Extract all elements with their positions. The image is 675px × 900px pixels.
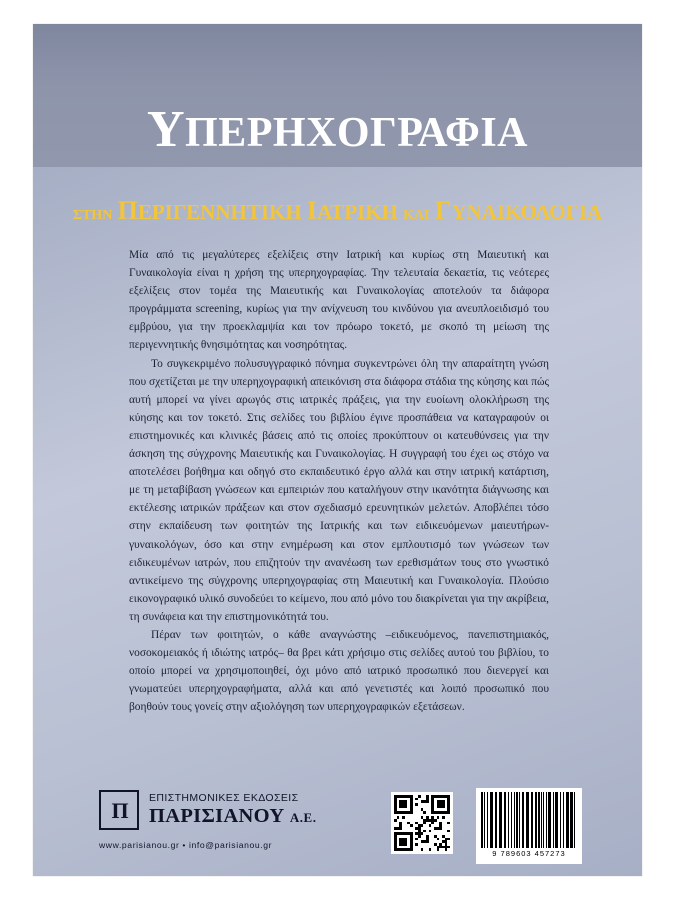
publisher-monogram-letter: Π [111, 798, 129, 823]
book-cover [33, 24, 642, 876]
subtitle-perigennitiki-rest: ΕΡΙΓΕΝΝΗΤΙΚΗ [137, 200, 302, 224]
publisher-logo [99, 790, 399, 860]
barcode-bars-icon [481, 792, 577, 848]
barcode-number: 9 789603 457273 [492, 849, 566, 858]
publisher-name-suffix: Α.Ε. [289, 810, 317, 825]
isbn-barcode [476, 788, 582, 864]
book-title [33, 101, 642, 158]
publisher-name [149, 805, 316, 828]
book-title-rest: ΠΕΡΗΧΟΓΡΑΦΙΑ [185, 110, 529, 156]
subtitle-gynaikologia-rest: ΥΝΑΙΚΟΛΟΓΙΑ [451, 200, 603, 224]
blurb-paragraph: Μία από τις μεγαλύτερες εξελίξεις στην Ιατρική και κυρίως στη Μαιευτική και Γυναικολογία είναι η χρήση της υπερηχογραφίας. Την τελευταία δεκαετία, τις νεότερες εξελίξεις στον τομέα της Μαιευτικής και Γυναικολογίας αποτελούν τα διάφορα προγράμματα screening, κυρίως για την ανίχνευση του κινδύνου για ανευπλοειδισμό του εμβρύου, για την προεκλαμψία και τον πρόωρο τοκετό, με σκοπό τη μείωση της περιγεννητικής θνησιμότητας και νοσηρότητας. [129, 249, 549, 352]
publisher-tagline: ΕΠΙΣΤΗΜΟΝΙΚΕΣ ΕΚΔΟΣΕΙΣ [149, 792, 299, 804]
publisher-monogram-frame-icon [99, 790, 139, 830]
publisher-name-text: ΠΑΡΙΣΙΑΝΟΥ [149, 805, 285, 827]
subtitle-word-kai: ΚΑΙ [403, 208, 430, 223]
subtitle-iatriki-rest: ΑΤΡΙΚΗ [317, 200, 398, 224]
blurb-paragraph: Το συγκεκριμένο πολυσυγγραφικό πόνημα συγκεντρώνει όλη την απαραίτητη γνώση που σχετίζεται με την υπερηχογραφική απεικόνιση στα διάφορα στάδια της κύησης και πώς αυτή μπορεί να γίνει αρωγός στις ιατρικές πράξεις, για την ευοίωνη ολοκλήρωση της κύησης και τον τοκετό. Στις σελίδες του βιβλίου έγινε προσπάθεια να καταγραφούν οι επιστημονικές και κλινικές βάσεις από τις οποίες προκύπτουν οι κατευθύνσεις για την άσκηση της σύγχρονης Μαιευτικής και Γυναικολογίας. Η συγγραφή του έχει ως στόχο να αποτελέσει βοήθημα και οδηγό στο εκπαιδευτικό έργο αλλά και στην ιατρική κατάρτιση, με τη μεταβίβαση γνώσεων και εμπειριών που καταλήγουν στην ικανότητα διάγνωσης και εκτέλεσης ιατρικών πράξεων και στον σχεδιασμό ερευνητικών μελετών. Αποβλέπει τόσο στην εκπαίδευση των φοιτητών της Ιατρικής και των ειδικευόμενων μαιευτήρων-γυναικολόγων, όσο και στην ενημέρωση και στον εμπλουτισμό των γνώσεων των ειδικευμένων ιατρών, που επιζητούν την ανανέωση των ερεθισμάτων τους στο γνωστικό αντικείμενο της σύγχρονης υπερηχογραφίας στη Μαιευτική και Γυναικολογία. Πλούσιο εικονογραφικό υλικό συνοδεύει το κείμενο, που από μόνο του διακρίνεται για την ακρίβεια, τη συνάφεια και την επιστημονικότητά του. [129, 357, 549, 623]
subtitle-gynaikologia-initial: Γ [434, 196, 452, 225]
back-cover-blurb [129, 246, 549, 716]
qr-code-grid [394, 795, 450, 851]
publisher-url: www.parisianou.gr • info@parisianou.gr [99, 840, 273, 850]
subtitle-iatriki-initial: Ι [306, 196, 318, 225]
qr-code-icon[interactable] [391, 792, 453, 854]
subtitle-perigennitiki-initial: Π [117, 196, 138, 225]
blurb-paragraph: Πέραν των φοιτητών, ο κάθε αναγνώστης –ειδικευόμενος, πανεπιστημιακός, νοσοκομειακός ή ιδιώτης ιατρός– θα βρει κάτι χρήσιμο στις σελίδες αυτού του βιβλίου, το οποίο μπορεί να χρησιμοποιηθεί, όχι μόνο από ιατρικό προσωπικό που διενεργεί και γνωματεύει υπερηχογραφήματα, αλλά και από γενετιστές και λοιπό προσωπικό που βοηθούν τους γονείς στην αξιολόγηση των υπερηχογραφικών εξετάσεων. [129, 628, 549, 714]
book-subtitle [33, 198, 642, 224]
book-title-initial: Υ [146, 101, 186, 158]
subtitle-word-stin: ΣΤΗΝ [72, 208, 113, 223]
